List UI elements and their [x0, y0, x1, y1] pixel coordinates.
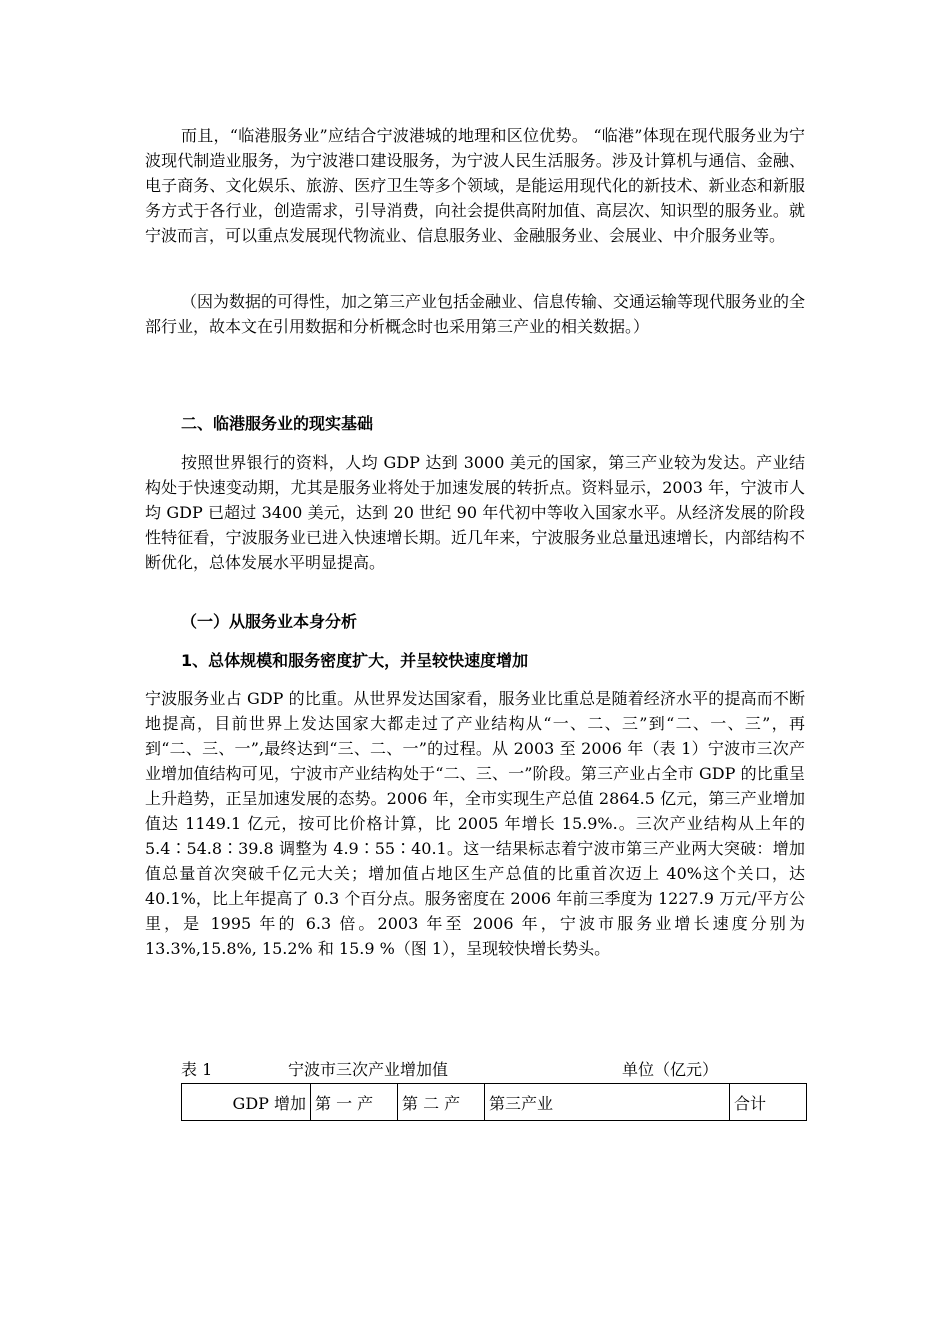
- table-label: 表 1: [181, 1060, 213, 1079]
- intro-paragraph-2: （因为数据的可得性，加之第三产业包括金融业、信息传输、交通运输等现代服务业的全部行业，故本文在引用数据和分析概念时也采用第三产业的相关数据。）: [145, 292, 806, 336]
- table-header-cell: 第 一 产: [311, 1084, 398, 1121]
- table-unit: 单位（亿元）: [622, 1060, 719, 1079]
- section-heading: 二、临港服务业的现实基础: [181, 414, 374, 433]
- table-header-cell: 第 二 产: [398, 1084, 485, 1121]
- section-paragraph-1: 按照世界银行的资料，人均 GDP 达到 3000 美元的国家，第三产业较为发达。产业结构处于快速变动期，尤其是服务业将处于加速发展的转折点。资料显示，2003 年，宁波市人均 GDP 已超过 3400 美元，达到 20 世纪 90 年代初中等收入国家水平。从经济发展的阶段性特征看，宁波服务业已进入快速增长期。近几年来，宁波服务业总量迅速增长，内部结构不断优化，总体发展水平明显提高。: [145, 453, 805, 572]
- table-header-row: [182, 1084, 807, 1121]
- point-heading: 1、总体规模和服务密度扩大，并呈较快速度增加: [181, 651, 529, 670]
- sub-heading: （一）从服务业本身分析: [181, 612, 358, 631]
- industry-value-table: [181, 1083, 807, 1121]
- table-header-cell: 合计: [730, 1084, 807, 1121]
- intro-paragraph-1: 而且，“临港服务业”应结合宁波港城的地理和区位优势。 “临港”体现在现代服务业为宁波现代制造业服务，为宁波港口建设服务，为宁波人民生活服务。涉及计算机与通信、金融、电子商务、文化娱乐、旅游、医疗卫生等多个领域，是能运用现代化的新技术、新业态和新服务方式于各行业，创造需求，引导消费，向社会提供高附加值、高层次、知识型的服务业。就宁波而言，可以重点发展现代物流业、信息服务业、金融服务业、会展业、中介服务业等。: [145, 126, 805, 245]
- section-paragraph-2: 宁波服务业占 GDP 的比重。从世界发达国家看，服务业比重总是随着经济水平的提高而不断地提高，目前世界上发达国家大都走过了产业结构从“一、二、三”到“二、一、三”，再到“二、三、一”,最终达到“三、二、一”的过程。从 2003 至 2006 年（表 1）宁波市三次产业增加值结构可见，宁波市产业结构处于“二、三、一”阶段。第三产业占全市 GDP 的比重呈上升趋势，正呈加速发展的态势。2006 年，全市实现生产总值 2864.5 亿元，第三产业增加值达 1149.1 亿元，按可比价格计算，比 2005 年增长 15.9%.。三次产业结构从上年的 5.4∶54.8∶39.8 调整为 4.9∶55∶40.1。这一结果标志着宁波市第三产业两大突破：增加值总量首次突破千亿元大关；增加值占地区生产总值的比重首次迈上 40%这个关口，达 40.1%，比上年提高了 0.3 个百分点。服务密度在 2006 年前三季度为 1227.9 万元/平方公里，是 1995 年的 6.3 倍。2003 年至 2006 年，宁波市服务业增长速度分别为 13.3%,15.8%, 15.2% 和 15.9 %（图 1），呈现较快增长势头。: [145, 689, 805, 958]
- table-header-cell: GDP 增加: [182, 1084, 311, 1121]
- table-title: 宁波市三次产业增加值: [288, 1060, 449, 1079]
- table-header-cell: 第三产业: [485, 1084, 730, 1121]
